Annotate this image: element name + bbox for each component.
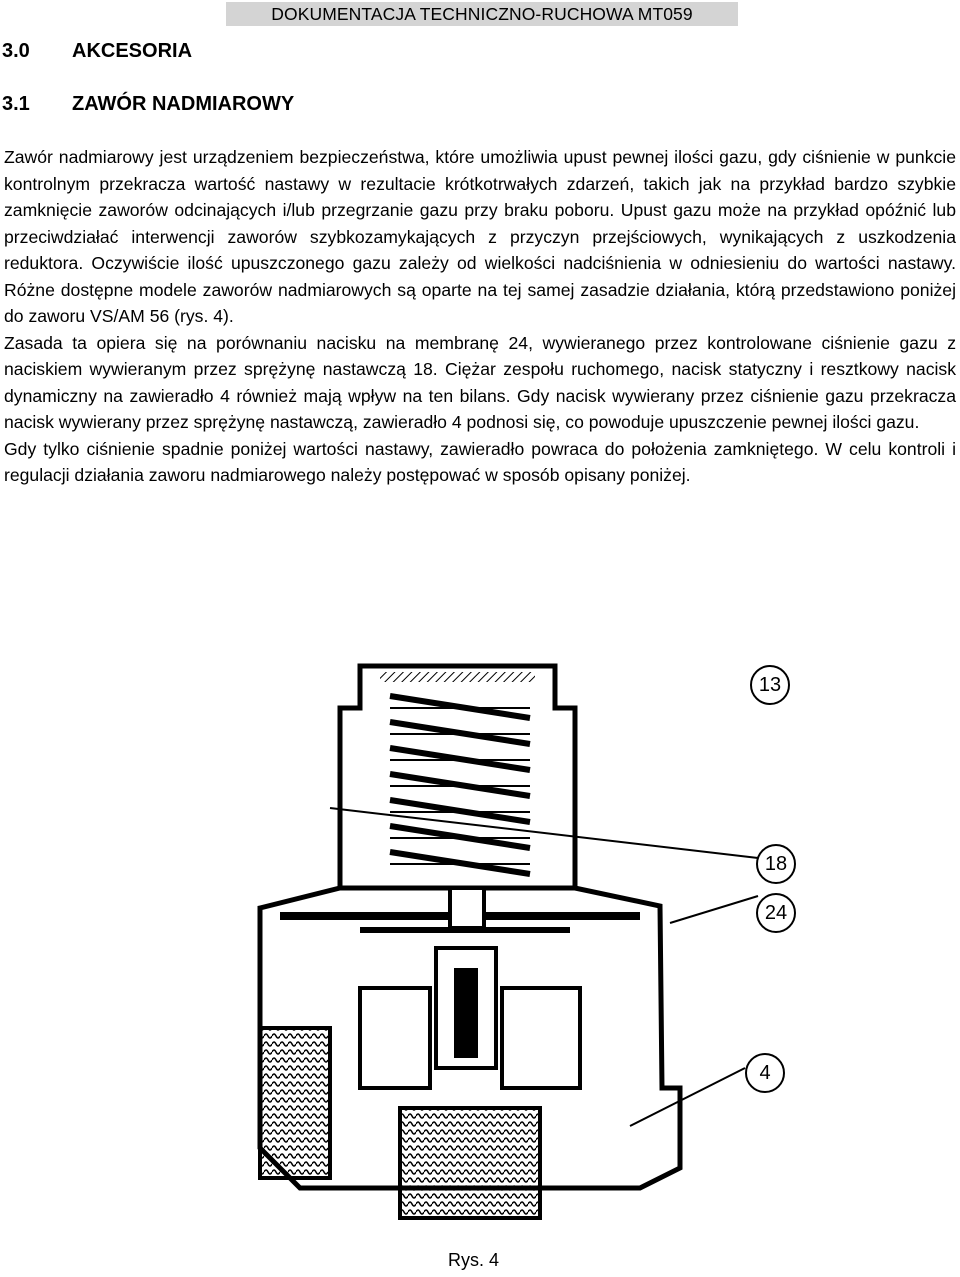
callout-18: 18: [756, 844, 796, 884]
callout-4: 4: [745, 1053, 785, 1093]
valve-cross-section-drawing: [240, 648, 770, 1228]
subsection-number: 3.1: [2, 93, 30, 115]
paragraph-1: Zawór nadmiarowy jest urządzeniem bezpieczeństwa, które umożliwia upust pewnej ilości gazu, gdy ciśnienie w punkcie kontrolnym przekracza wartość nastawy w rezultacie krótkotrwałych zdarzeń, takich jak na przykład bardzo szybkie zamknięcie zaworów odcinających i/lub przegrzanie gazu przy braku poboru. Upust gazu może na przykład opóźnić lub przeciwdziałać interwencji zaworów szybkozamykających z przyczyn przejściowych, wynikających z uszkodzenia reduktora. Oczywiście ilość upuszczonego gazu zależy od wielkości nadciśnienia w odniesieniu do wartości nastawy. Różne dostępne modele zaworów nadmiarowych są oparte na tej samej zasadzie działania, którą przedstawiono poniżej do zaworu VS/AM 56 (rys. 4).: [4, 147, 956, 326]
callout-13: 13: [750, 665, 790, 705]
paragraph-3: Gdy tylko ciśnienie spadnie poniżej wartości nastawy, zawieradło powraca do położenia zamkniętego. W celu kontroli i regulacji działania zaworu nadmiarowego należy postępować w sposób opisany poniżej.: [4, 438, 956, 485]
callout-24: 24: [756, 893, 796, 933]
figure-caption: Rys. 4: [448, 1250, 500, 1270]
valve-diagram: [240, 648, 770, 1228]
subsection-title: ZAWÓR NADMIAROWY: [72, 93, 295, 115]
document-header: DOKUMENTACJA TECHNICZNO-RUCHOWA MT059: [226, 2, 738, 26]
paragraph-2: Zasada ta opiera się na porównaniu nacisku na membranę 24, wywieranego przez kontrolowane ciśnienie gazu z naciskiem wywieranym przez sprężynę nastawczą 18. Ciężar zespołu ruchomego, nacisk statyczny i resztkowy nacisk dynamiczny na zawieradło 4 również mają wpływ na ten bilans. Gdy nacisk wywierany przez ciśnienie gazu przekracza nacisk wywierany przez sprężynę nastawczą, zawieradło 4 podnosi się, co powoduje upuszczenie pewnej ilości gazu.: [4, 332, 956, 432]
body-text: [4, 144, 956, 489]
section-title: AKCESORIA: [72, 40, 193, 62]
section-number: 3.0: [2, 40, 30, 62]
